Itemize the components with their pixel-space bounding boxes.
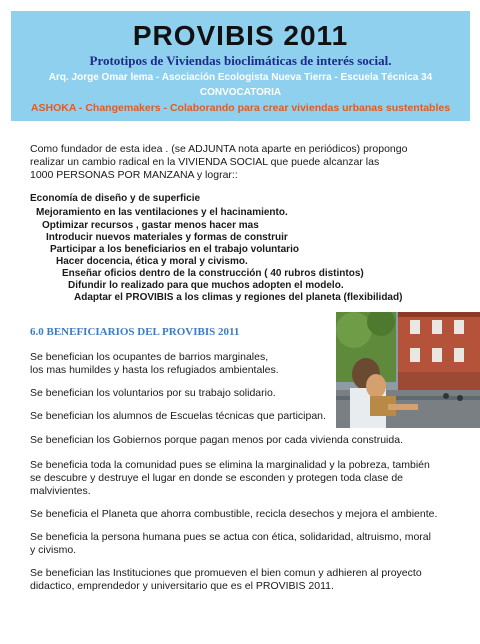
benefit-paragraph [30, 567, 450, 593]
benefit-line: Se benefician los ocupantes de barrios marginales, [30, 351, 269, 363]
ashoka-line: ASHOKA - Changemakers - Colaborando para crear viviendas urbanas sustentables [30, 102, 451, 114]
goal-item: Participar a los beneficiarios en el trabajo voluntario [50, 244, 299, 255]
benefit-paragraph: Se beneficia el Planeta que ahorra combustible, recicla desechos y mejora el ambiente. [30, 508, 438, 520]
section-title: 6.0 BENEFICIARIOS DEL PROVIBIS 2011 [30, 326, 240, 338]
subtitle: Prototipos de Viviendas bioclimáticas de interés social. [89, 53, 392, 68]
page-title: PROVIBIS 2011 [132, 20, 349, 51]
goal-item: Adaptar el PROVIBIS a los climas y regiones del planeta (flexibilidad) [74, 292, 403, 303]
intro-paragraph [30, 143, 450, 182]
benefit-line: y civismo. [30, 544, 77, 556]
goal-item: Introducir nuevos materiales y formas de construir [46, 232, 288, 243]
goal-item: Hacer docencia, ética y moral y civismo. [56, 256, 248, 267]
intro-line: Como fundador de esta idea . (se ADJUNTA nota aparte en periódicos) propongo [30, 143, 408, 155]
header-banner [11, 11, 470, 121]
benefit-paragraph [30, 531, 450, 557]
benefit-line: didactico, emprendedor y universitario que es el PROVIBIS 2011. [30, 580, 334, 592]
intro-line: realizar un cambio radical en la VIVIENDA SOCIAL que puede alcanzar las [30, 156, 380, 168]
benefit-paragraph: Se benefician los voluntarios por su trabajo solidario. [30, 387, 276, 399]
benefit-line: Se beneficia la persona humana pues se actua con ética, solidaridad, altruismo, moral [30, 531, 431, 543]
convocatoria-label: CONVOCATORIA [199, 87, 282, 98]
goals-title: Economía de diseño y de superficie [30, 193, 201, 204]
benefit-paragraph [30, 351, 450, 377]
benefit-paragraph [30, 459, 450, 498]
benefit-line: malvivientes. [30, 485, 91, 497]
benefit-line: Se beneficia toda la comunidad pues se elimina la marginalidad y la pobreza, también [30, 459, 430, 471]
authors-line: Arq. Jorge Omar lema - Asociación Ecologista Nueva Tierra - Escuela Técnica 34 [48, 72, 433, 83]
goal-item: Mejoramiento en las ventilaciones y el hacinamiento. [36, 207, 288, 218]
benefit-line: Se benefician las Instituciones que promueven el bien comun y adhieren al proyecto [30, 567, 422, 579]
benefit-paragraph: Se benefician los Gobiernos porque pagan menos por cada vivienda construida. [30, 434, 403, 446]
goal-item: Enseñar oficios dentro de la construcción ( 40 rubros distintos) [62, 268, 364, 279]
benefit-line: los mas humildes y hasta los refugiados ambientales. [30, 364, 279, 376]
goal-item: Difundir lo realizado para que muchos adopten el modelo. [68, 280, 344, 291]
benefit-line: se descubre y destruye el lugar en donde se esconden y protegen toda clase de [30, 472, 404, 484]
benefit-paragraph: Se benefician los alumnos de Escuelas técnicas que participan. [30, 410, 326, 422]
goal-item: Optimizar recursos , gastar menos hacer mas [42, 220, 259, 231]
intro-line: 1000 PERSONAS POR MANZANA y lograr:: [30, 169, 238, 181]
